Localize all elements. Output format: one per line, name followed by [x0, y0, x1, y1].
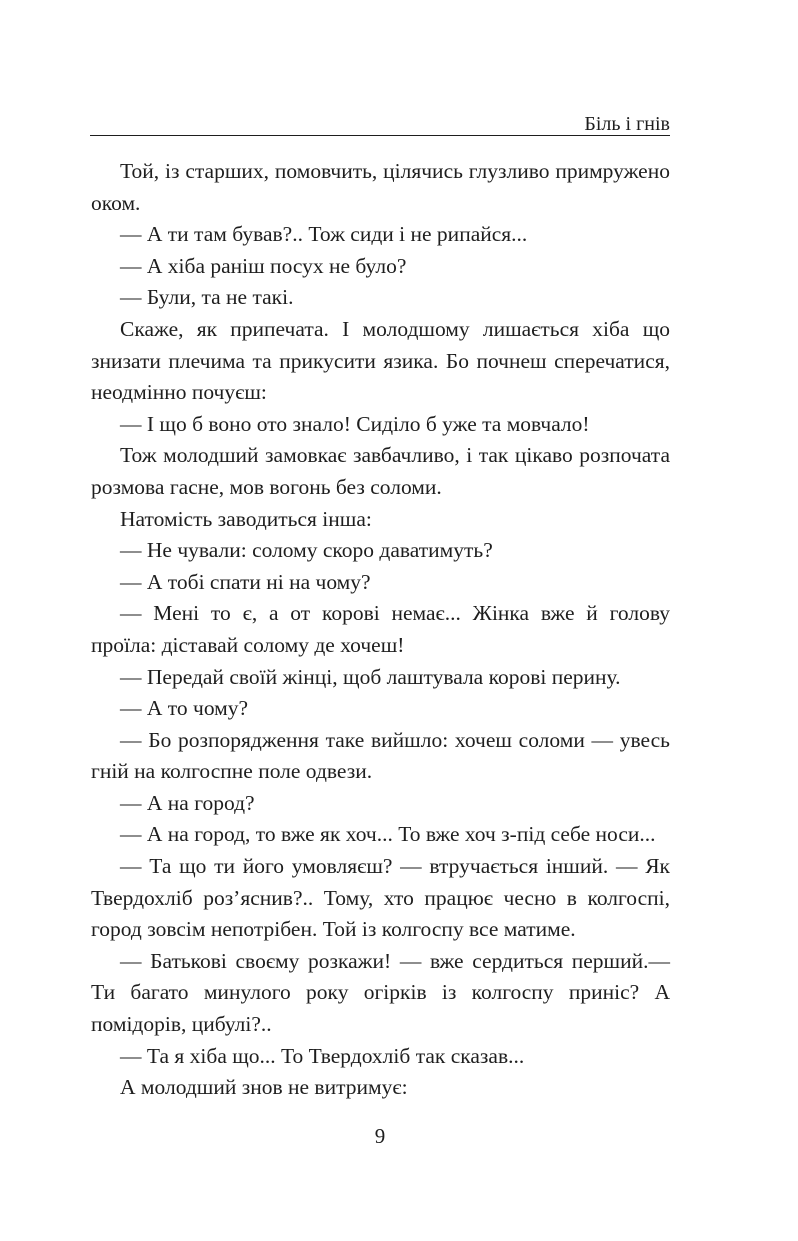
running-header: Біль і гнів [584, 113, 670, 135]
paragraph: А молодший знов не витримує: [120, 1075, 408, 1100]
paragraph: — А на город? [120, 790, 255, 815]
paragraph: — Та я хіба що... То Твердохліб так сказав... [120, 1043, 525, 1068]
paragraph: — Та що ти його умовляєш? — втручається інший. — Як Твердохліб роз’яснив?.. Тому, хто працює чесно в колгоспі, город зовсім непотрібен. Той із колгоспу все матиме. [91, 854, 670, 942]
paragraph: — А тобі спати ні на чому? [120, 569, 371, 594]
header-rule [90, 135, 670, 136]
paragraph: Натомість заводиться інша: [120, 506, 372, 531]
paragraph: — А ти там бував?.. Тож сиди і не рипайся... [120, 222, 528, 247]
paragraph: Той, із старших, помовчить, цілячись глузливо примружено оком. [91, 159, 670, 215]
page-number: 9 [374, 1124, 386, 1148]
paragraph: — Бо розпорядження таке вийшло: хочеш соломи — увесь гній на колгоспне поле одвези. [91, 727, 670, 784]
paragraph: — Не чували: солому скоро даватимуть? [120, 538, 493, 563]
paragraph: — Передай своїй жінці, щоб лаштувала корові перину. [120, 664, 621, 689]
paragraph: — Батькові своєму розкажи! — вже сердиться перший.— Ти багато минулого року огірків із колгоспу приніс? А помідорів, цибулі?.. [91, 948, 670, 1037]
paragraph: — А то чому? [120, 696, 249, 721]
paragraph: — І що б воно ото знало! Сиділо б уже та мовчало! [120, 411, 590, 436]
paragraph: — Були, та не такі. [120, 285, 294, 310]
paragraph: — А на город, то вже як хоч... То вже хоч з-під себе носи... [120, 822, 656, 847]
paragraph: Скаже, як припечата. І молодшому лишається хіба що знизати плечима та прикусити язика. Бо почнеш сперечатися, неодмінно почуєш: [91, 316, 670, 405]
paragraph: Тож молодший замовкає завбачливо, і так цікаво розпочата розмова гасне, мов вогонь без соломи. [91, 443, 670, 499]
paragraph: — А хіба раніш посух не було? [120, 253, 407, 278]
paragraph: — Мені то є, а от корові немає... Жінка вже й голову проїла: діставай солому де хочеш! [91, 601, 670, 657]
body-text [91, 156, 670, 1104]
